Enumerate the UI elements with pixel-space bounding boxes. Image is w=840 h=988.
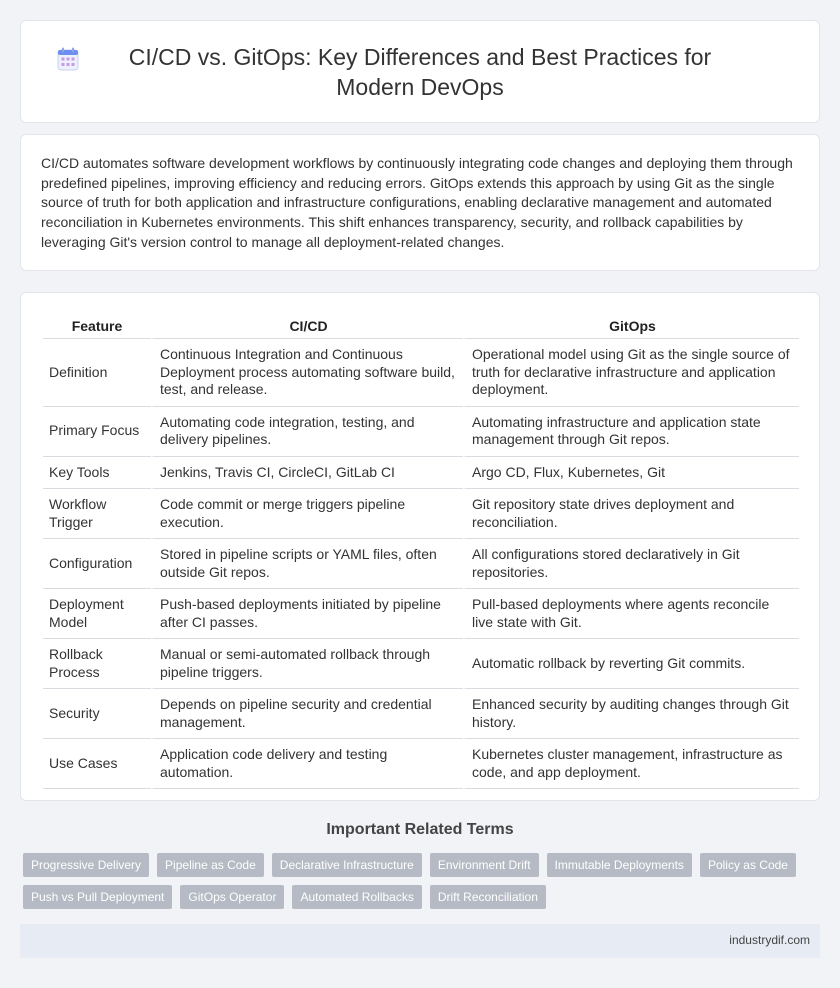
cicd-cell: Jenkins, Travis CI, CircleCI, GitLab CI: [151, 457, 463, 490]
feature-cell: Primary Focus: [43, 407, 151, 457]
table-row: [43, 689, 799, 739]
comparison-table-card: [20, 292, 820, 801]
cicd-cell: Manual or semi-automated rollback through pipeline triggers.: [151, 639, 463, 689]
feature-cell: Deployment Model: [43, 589, 151, 639]
feature-cell: Workflow Trigger: [43, 489, 151, 539]
table-row: [43, 407, 799, 457]
gitops-cell: Operational model using Git as the single source of truth for declarative infrastructure and application deployment.: [463, 339, 799, 407]
table-row: [43, 339, 799, 407]
gitops-cell: Git repository state drives deployment and reconciliation.: [463, 489, 799, 539]
cicd-cell: Depends on pipeline security and credential management.: [151, 689, 463, 739]
comparison-table: [43, 317, 799, 789]
related-term-tag[interactable]: Push vs Pull Deployment: [23, 885, 172, 909]
gitops-cell: Pull-based deployments where agents reconcile live state with Git.: [463, 589, 799, 639]
intro-paragraph: CI/CD automates software development workflows by continuously integrating code changes and deploying them through predefined pipelines, improving efficiency and reducing errors. GitOps extends this approach by using Git as the single source of truth for both application and infrastructure configurations, enabling declarative management and automated reconciliation in Kubernetes environments. This shift enhances transparency, security, and rollback capabilities by leveraging Git's version control to manage all deployment-related changes.: [41, 155, 793, 250]
related-term-tag[interactable]: Environment Drift: [430, 853, 539, 877]
related-term-tag[interactable]: Policy as Code: [700, 853, 796, 877]
header-card: [20, 20, 820, 123]
table-row: [43, 539, 799, 589]
table-row: [43, 489, 799, 539]
title-wrap: [21, 21, 819, 122]
gitops-cell: Automating infrastructure and application state management through Git repos.: [463, 407, 799, 457]
related-term-tag[interactable]: Progressive Delivery: [23, 853, 149, 877]
related-term-tag[interactable]: GitOps Operator: [180, 885, 284, 909]
table-row: [43, 589, 799, 639]
feature-cell: Configuration: [43, 539, 151, 589]
footer-site-link[interactable]: industrydif.com: [729, 933, 810, 947]
related-term-tag[interactable]: Declarative Infrastructure: [272, 853, 422, 877]
gitops-cell: Enhanced security by auditing changes through Git history.: [463, 689, 799, 739]
feature-cell: Definition: [43, 339, 151, 407]
related-terms-title: Important Related Terms: [326, 821, 514, 838]
feature-cell: Security: [43, 689, 151, 739]
cicd-cell: Continuous Integration and Continuous Deployment process automating software build, test, and release.: [151, 339, 463, 407]
related-terms-list: [23, 853, 803, 909]
page-title: CI/CD vs. GitOps: Key Differences and Best Practices for Modern DevOps: [128, 43, 712, 100]
header-cicd: CI/CD: [151, 317, 463, 339]
table-header-row: [43, 317, 799, 339]
cicd-cell: Automating code integration, testing, and delivery pipelines.: [151, 407, 463, 457]
gitops-cell: Argo CD, Flux, Kubernetes, Git: [463, 457, 799, 490]
table-row: [43, 457, 799, 490]
footer: [20, 924, 820, 958]
feature-cell: Use Cases: [43, 739, 151, 789]
cicd-cell: Stored in pipeline scripts or YAML files, often outside Git repos.: [151, 539, 463, 589]
related-term-tag[interactable]: Automated Rollbacks: [292, 885, 421, 909]
related-term-tag[interactable]: Drift Reconciliation: [430, 885, 546, 909]
header-gitops: GitOps: [463, 317, 799, 339]
cicd-cell: Push-based deployments initiated by pipeline after CI passes.: [151, 589, 463, 639]
intro-card: [20, 134, 820, 271]
related-term-tag[interactable]: Pipeline as Code: [157, 853, 264, 877]
table-row: [43, 639, 799, 689]
cicd-cell: Code commit or merge triggers pipeline execution.: [151, 489, 463, 539]
gitops-cell: Automatic rollback by reverting Git commits.: [463, 639, 799, 689]
gitops-cell: All configurations stored declaratively in Git repositories.: [463, 539, 799, 589]
feature-cell: Key Tools: [43, 457, 151, 490]
table-row: [43, 739, 799, 789]
header-feature: Feature: [43, 317, 151, 339]
cicd-cell: Application code delivery and testing automation.: [151, 739, 463, 789]
gitops-cell: Kubernetes cluster management, infrastructure as code, and app deployment.: [463, 739, 799, 789]
feature-cell: Rollback Process: [43, 639, 151, 689]
related-term-tag[interactable]: Immutable Deployments: [547, 853, 692, 877]
